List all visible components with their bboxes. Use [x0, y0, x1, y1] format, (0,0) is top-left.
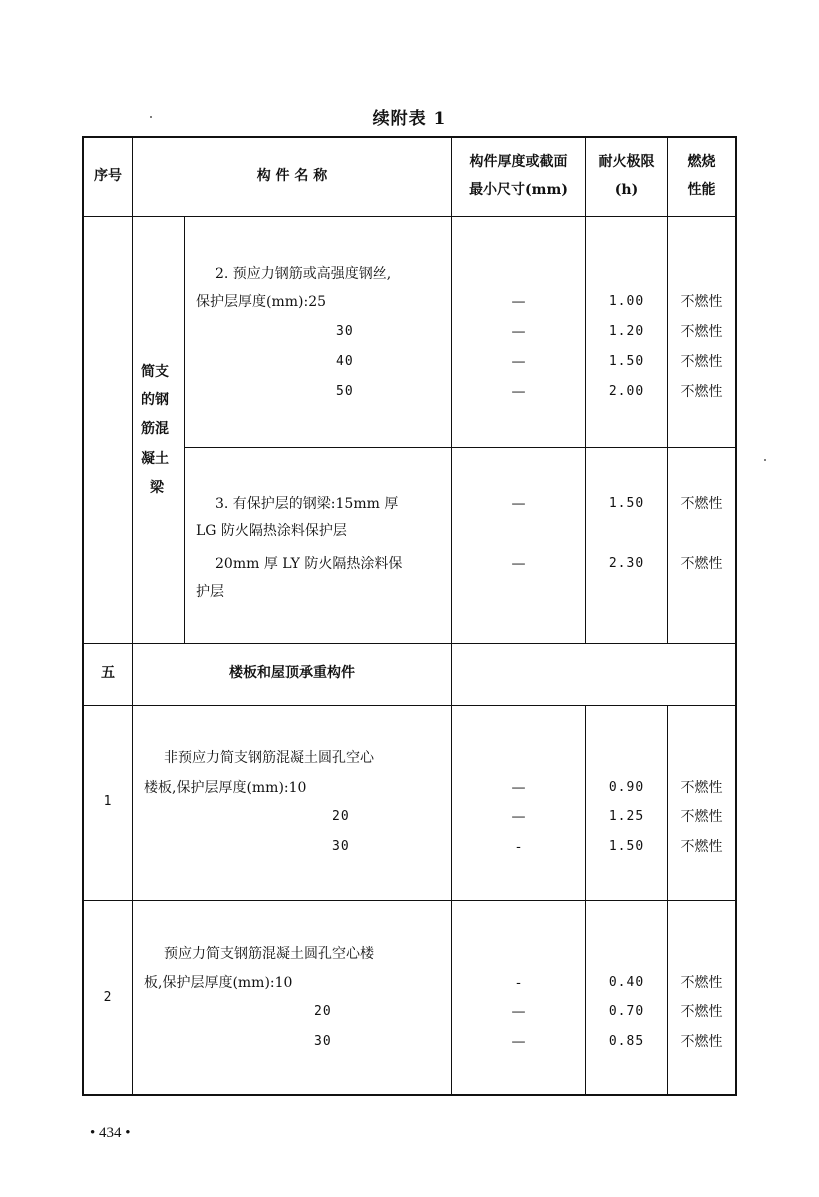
beam-group-label-4: 凝土	[141, 451, 169, 467]
header-burn-1: 燃烧	[687, 154, 716, 170]
page-number: • 434 •	[90, 1125, 131, 1141]
scan-speck	[764, 459, 766, 461]
table-border-left	[82, 136, 84, 1096]
item2-slab-burn: 不燃性	[680, 1034, 723, 1050]
beam-group-label-3: 筋混	[141, 421, 169, 437]
item3-limit: 2.30	[608, 556, 645, 571]
item2-text-1: 2. 预应力钢筋或高强度钢丝,	[215, 266, 392, 282]
row-divider	[184, 447, 737, 448]
section5-seq: 五	[101, 665, 115, 681]
item1-dim: —	[511, 809, 526, 825]
row-divider	[82, 643, 737, 644]
item1-dim: —	[511, 780, 526, 796]
item2-slab-dim: -	[516, 975, 521, 991]
col-divider	[184, 216, 185, 643]
item1-text-2: 楼板,保护层厚度(mm):10	[144, 780, 307, 796]
item2-dim: —	[511, 324, 526, 340]
item1-limit: 1.25	[608, 809, 645, 824]
item3-limit: 1.50	[608, 496, 645, 511]
item1-burn: 不燃性	[680, 839, 723, 855]
item1-cover-30: 30	[332, 839, 350, 854]
item2-cover-50: 50	[336, 384, 354, 399]
header-fire-1: 耐火极限	[598, 154, 655, 170]
row-divider	[82, 900, 737, 901]
item2-slab-text-2: 板,保护层厚度(mm):10	[144, 975, 293, 991]
item2-limit: 2.00	[608, 384, 645, 399]
item2-burn: 不燃性	[680, 324, 723, 340]
item2-slab-dim: —	[511, 1034, 526, 1050]
section5-name: 楼板和屋顶承重构件	[229, 665, 355, 681]
item1-seq: 1	[103, 794, 113, 809]
item1-cover-20: 20	[332, 809, 350, 824]
item3-text-1: 3. 有保护层的钢梁:15mm 厚	[215, 496, 399, 512]
item2-slab-burn: 不燃性	[680, 975, 723, 991]
header-thickness-1: 构件厚度或截面	[469, 154, 568, 170]
item3-burn: 不燃性	[680, 556, 723, 572]
item2-slab-limit: 0.40	[608, 975, 645, 990]
item1-text-1: 非预应力简支钢筋混凝土圆孔空心	[164, 750, 374, 766]
item2-burn: 不燃性	[680, 294, 723, 310]
col-divider	[451, 136, 452, 1096]
table-border-top	[82, 136, 737, 138]
item2-limit: 1.50	[608, 354, 645, 369]
header-burn-2: 性能	[687, 182, 716, 198]
item3-text-2: LG 防火隔热涂料保护层	[196, 523, 347, 539]
item3-dim: —	[511, 556, 526, 572]
item2-dim: —	[511, 354, 526, 370]
item2-slab-seq: 2	[103, 990, 113, 1005]
item2-limit: 1.00	[608, 294, 645, 309]
header-seq: 序号	[94, 168, 122, 184]
item3-burn: 不燃性	[680, 496, 723, 512]
item2-slab-limit: 0.70	[608, 1004, 645, 1019]
item3-text-3: 20mm 厚 LY 防火隔热涂料保	[215, 556, 403, 572]
scan-speck	[150, 116, 152, 118]
header-thickness-2: 最小尺寸(mm)	[469, 182, 568, 198]
item2-slab-text-1: 预应力简支钢筋混凝土圆孔空心楼	[164, 946, 374, 962]
item2-slab-limit: 0.85	[608, 1034, 645, 1049]
table-border-right	[735, 136, 737, 1096]
table-title: 续附表 1	[372, 109, 447, 129]
item1-burn: 不燃性	[680, 809, 723, 825]
item2-slab-cover-20: 20	[314, 1004, 332, 1019]
item2-cover-40: 40	[336, 354, 354, 369]
item1-limit: 0.90	[608, 780, 645, 795]
table-border-bottom	[82, 1094, 737, 1096]
item1-burn: 不燃性	[680, 780, 723, 796]
item2-text-2: 保护层厚度(mm):25	[196, 294, 327, 310]
header-fire-2: (h)	[614, 182, 639, 198]
item1-limit: 1.50	[608, 839, 645, 854]
fire-resistance-table	[82, 136, 737, 1096]
item1-dim: -	[516, 839, 521, 855]
item2-cover-30: 30	[336, 324, 354, 339]
header-divider	[82, 216, 737, 217]
beam-group-label-5: 梁	[150, 480, 164, 496]
item2-burn: 不燃性	[680, 384, 723, 400]
item2-dim: —	[511, 294, 526, 310]
item3-text-4: 护层	[196, 584, 224, 600]
item2-slab-dim: —	[511, 1004, 526, 1020]
row-divider	[82, 705, 737, 706]
col-divider	[132, 136, 133, 1096]
item2-slab-cover-30: 30	[314, 1034, 332, 1049]
beam-group-label-1: 简支	[141, 364, 169, 380]
item2-slab-burn: 不燃性	[680, 1004, 723, 1020]
beam-group-label-2: 的钢	[141, 392, 169, 408]
item3-dim: —	[511, 496, 526, 512]
item2-limit: 1.20	[608, 324, 645, 339]
item2-burn: 不燃性	[680, 354, 723, 370]
header-name: 构 件 名 称	[256, 168, 328, 184]
item2-dim: —	[511, 384, 526, 400]
